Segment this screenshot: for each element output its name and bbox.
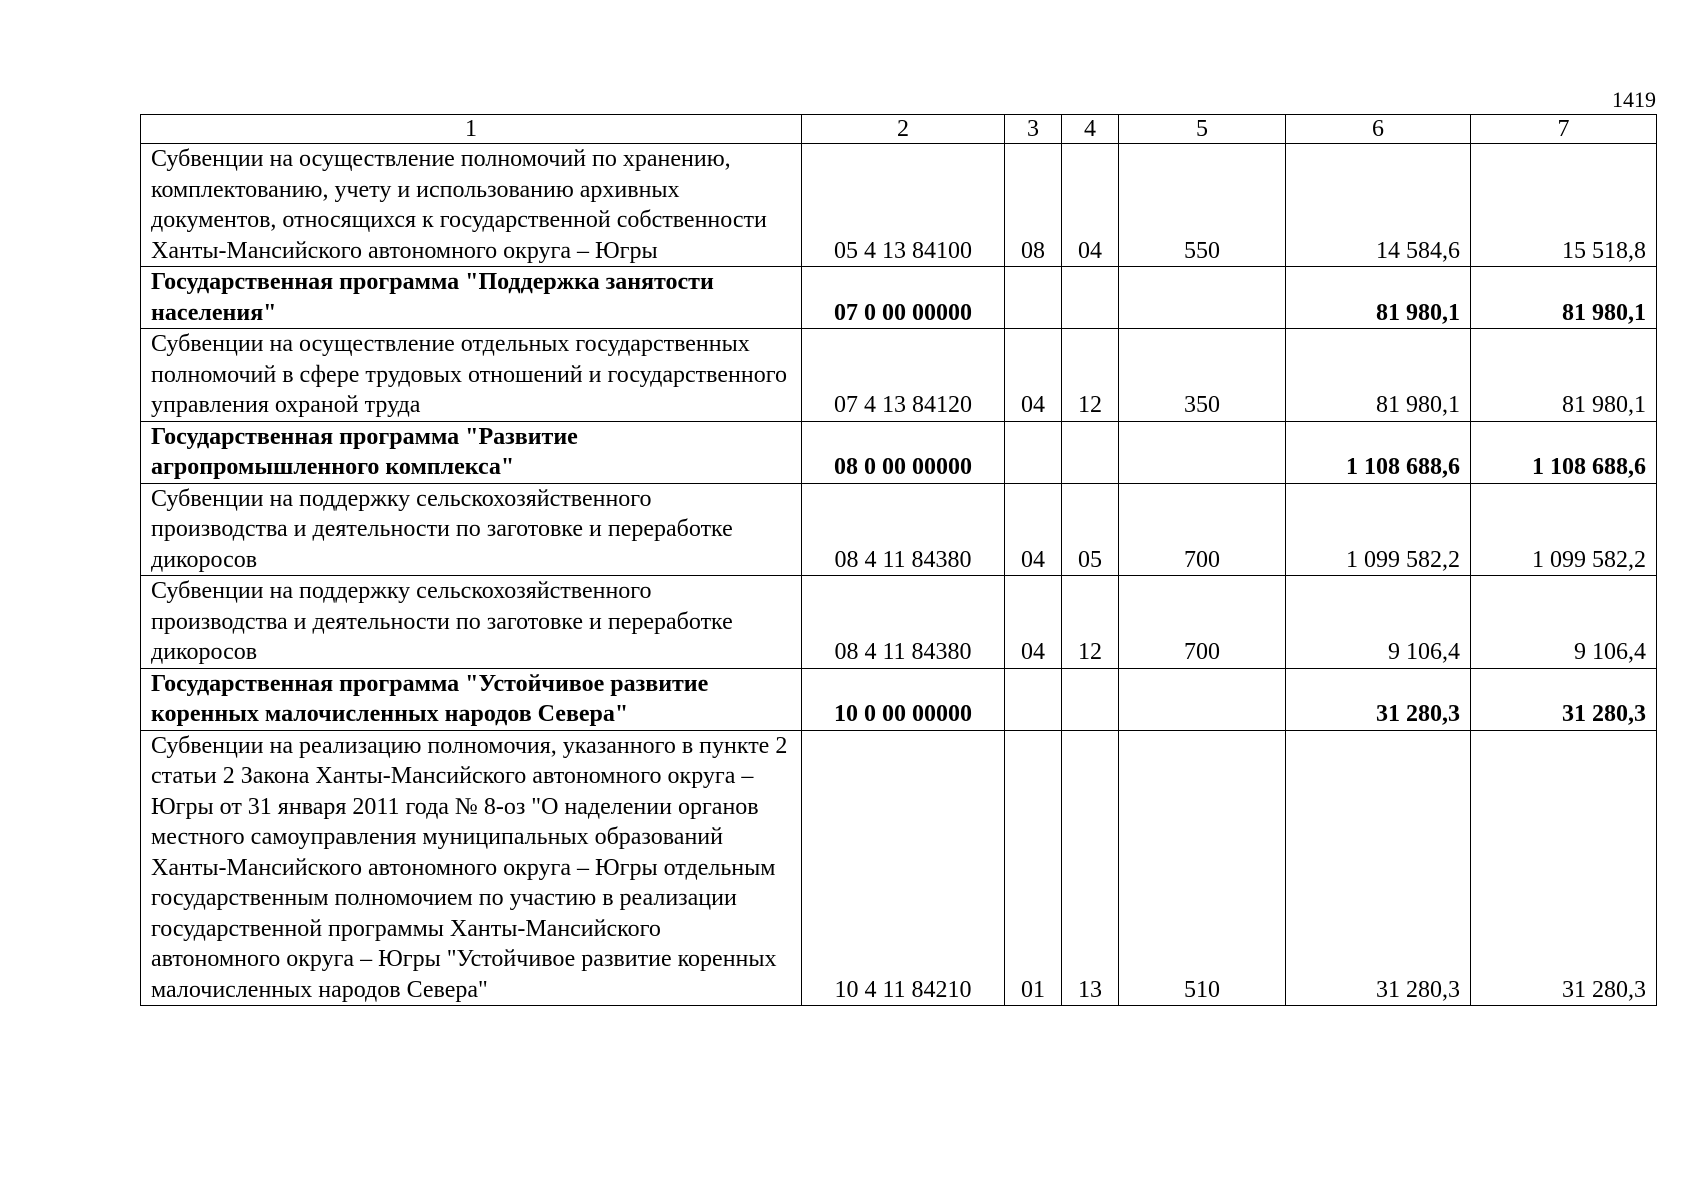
row-col5-cell bbox=[1119, 421, 1286, 483]
header-cell-2: 2 bbox=[802, 115, 1005, 144]
row-col6-cell: 31 280,3 bbox=[1286, 730, 1471, 1006]
table-row bbox=[141, 730, 1657, 1006]
row-col5-cell: 510 bbox=[1119, 730, 1286, 1006]
table-row bbox=[141, 483, 1657, 576]
row-col3-cell: 08 bbox=[1005, 144, 1062, 267]
row-name-cell: Государственная программа "Развитие агропромышленного комплекса" bbox=[141, 421, 802, 483]
row-col5-cell bbox=[1119, 668, 1286, 730]
row-col7-cell: 31 280,3 bbox=[1471, 730, 1657, 1006]
row-name-cell: Государственная программа "Устойчивое развитие коренных малочисленных народов Севера" bbox=[141, 668, 802, 730]
header-cell-5: 5 bbox=[1119, 115, 1286, 144]
row-col3-cell: 04 bbox=[1005, 483, 1062, 576]
row-col5-cell: 700 bbox=[1119, 483, 1286, 576]
row-col6-cell: 1 099 582,2 bbox=[1286, 483, 1471, 576]
row-col7-cell: 81 980,1 bbox=[1471, 329, 1657, 422]
row-col3-cell bbox=[1005, 421, 1062, 483]
row-name-cell: Субвенции на поддержку сельскохозяйственного производства и деятельности по заготовке и переработке дикоросов bbox=[141, 483, 802, 576]
row-col4-cell: 05 bbox=[1062, 483, 1119, 576]
budget-table bbox=[140, 114, 1657, 1006]
row-code-cell: 10 0 00 00000 bbox=[802, 668, 1005, 730]
row-col6-cell: 9 106,4 bbox=[1286, 576, 1471, 669]
row-col6-cell: 31 280,3 bbox=[1286, 668, 1471, 730]
row-col3-cell bbox=[1005, 267, 1062, 329]
row-col3-cell bbox=[1005, 668, 1062, 730]
row-code-cell: 10 4 11 84210 bbox=[802, 730, 1005, 1006]
row-col3-cell: 04 bbox=[1005, 329, 1062, 422]
row-col3-cell: 04 bbox=[1005, 576, 1062, 669]
table-row bbox=[141, 576, 1657, 669]
row-col7-cell: 9 106,4 bbox=[1471, 576, 1657, 669]
header-cell-7: 7 bbox=[1471, 115, 1657, 144]
program-row bbox=[141, 421, 1657, 483]
row-col4-cell bbox=[1062, 668, 1119, 730]
row-col7-cell: 31 280,3 bbox=[1471, 668, 1657, 730]
row-code-cell: 05 4 13 84100 bbox=[802, 144, 1005, 267]
row-col5-cell bbox=[1119, 267, 1286, 329]
row-name-cell: Субвенции на осуществление полномочий по хранению, комплектованию, учету и использованию архивных документов, относящихся к государственной собственности Ханты-Мансийского автономного округа – Югры bbox=[141, 144, 802, 267]
row-col5-cell: 700 bbox=[1119, 576, 1286, 669]
page-number: 1419 bbox=[1612, 87, 1656, 112]
table-header-row bbox=[141, 115, 1657, 144]
header-cell-4: 4 bbox=[1062, 115, 1119, 144]
row-code-cell: 08 4 11 84380 bbox=[802, 483, 1005, 576]
program-row bbox=[141, 668, 1657, 730]
header-cell-1: 1 bbox=[141, 115, 802, 144]
row-col6-cell: 1 108 688,6 bbox=[1286, 421, 1471, 483]
row-col6-cell: 81 980,1 bbox=[1286, 329, 1471, 422]
row-name-cell: Государственная программа "Поддержка занятости населения" bbox=[141, 267, 802, 329]
row-code-cell: 07 4 13 84120 bbox=[802, 329, 1005, 422]
row-code-cell: 08 0 00 00000 bbox=[802, 421, 1005, 483]
table-row bbox=[141, 144, 1657, 267]
row-col6-cell: 14 584,6 bbox=[1286, 144, 1471, 267]
row-col7-cell: 81 980,1 bbox=[1471, 267, 1657, 329]
row-col4-cell: 13 bbox=[1062, 730, 1119, 1006]
row-col7-cell: 1 108 688,6 bbox=[1471, 421, 1657, 483]
row-col4-cell bbox=[1062, 267, 1119, 329]
row-name-cell: Субвенции на осуществление отдельных государственных полномочий в сфере трудовых отношений и государственного управления охраной труда bbox=[141, 329, 802, 422]
table-row bbox=[141, 329, 1657, 422]
header-cell-3: 3 bbox=[1005, 115, 1062, 144]
row-col5-cell: 550 bbox=[1119, 144, 1286, 267]
row-name-cell: Субвенции на поддержку сельскохозяйственного производства и деятельности по заготовке и переработке дикоросов bbox=[141, 576, 802, 669]
program-row bbox=[141, 267, 1657, 329]
header-cell-6: 6 bbox=[1286, 115, 1471, 144]
row-col7-cell: 15 518,8 bbox=[1471, 144, 1657, 267]
row-col3-cell: 01 bbox=[1005, 730, 1062, 1006]
row-col4-cell: 12 bbox=[1062, 576, 1119, 669]
row-code-cell: 08 4 11 84380 bbox=[802, 576, 1005, 669]
row-col4-cell: 04 bbox=[1062, 144, 1119, 267]
row-col6-cell: 81 980,1 bbox=[1286, 267, 1471, 329]
row-col5-cell: 350 bbox=[1119, 329, 1286, 422]
row-col4-cell: 12 bbox=[1062, 329, 1119, 422]
row-code-cell: 07 0 00 00000 bbox=[802, 267, 1005, 329]
row-name-cell: Субвенции на реализацию полномочия, указанного в пункте 2 статьи 2 Закона Ханты-Мансийского автономного округа – Югры от 31 января 2011 года № 8-оз "О наделении органов местного самоуправления муниципальных образований Ханты-Мансийского автономного округа – Югры отдельным государственным полномочием по участию в реализации государственной программы Ханты-Мансийского автономного округа – Югры "Устойчивое развитие коренных малочисленных народов Севера" bbox=[141, 730, 802, 1006]
row-col4-cell bbox=[1062, 421, 1119, 483]
row-col7-cell: 1 099 582,2 bbox=[1471, 483, 1657, 576]
